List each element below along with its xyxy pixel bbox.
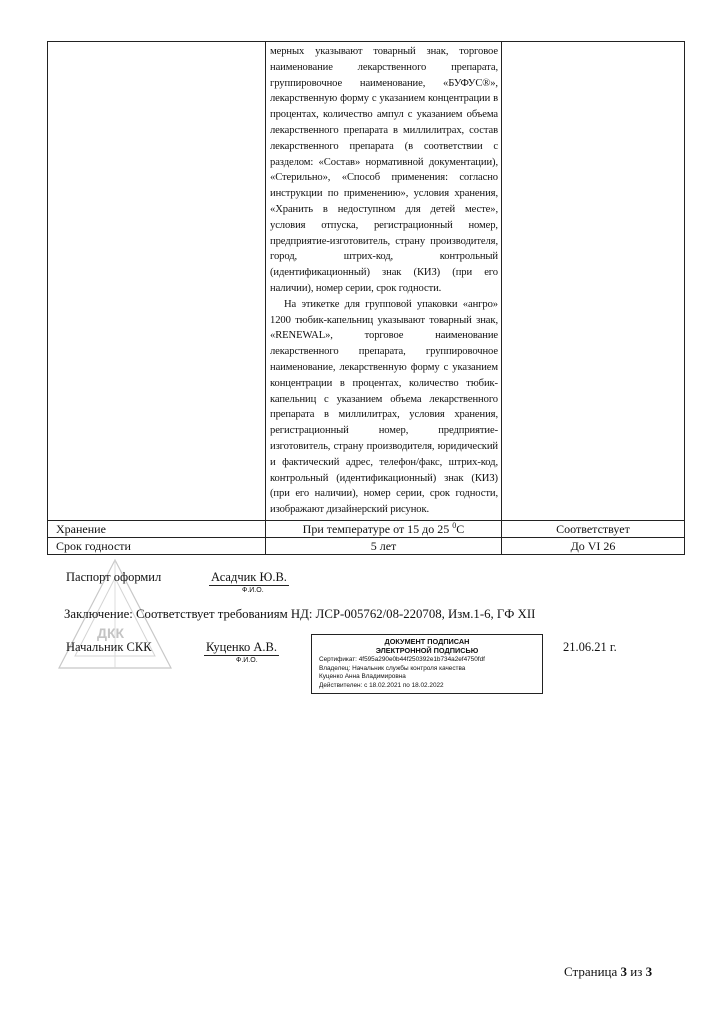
description-cell: [266, 42, 502, 521]
stamp-validity: Действителен: с 18.02.2021 по 18.02.2022: [319, 682, 444, 689]
description-paragraph: На этикетке для групповой упаковки «ангро» 1200 тюбик-капельниц указывают товарный знак, «RENEWAL», торговое наименование лекарственного препарата, группировочное наименование, лекарственную форму с указанием концентрации в процентах, количество тюбик-капельниц с указанием объема лекарственного препарата в миллилитрах, условия хранения, регистрационный номер, предприятие-изготовитель, страну производителя, юридический и фактический адрес, телефон/факс, штрих-код, контрольный (идентификационный) знак (КИЗ) (при его наличии), номер серии, срок годности, изображают дизайнерский рисунок.: [270, 298, 498, 516]
result-value: До VI 26: [502, 537, 685, 554]
table-row: [48, 42, 685, 521]
indicator-name: Хранение: [48, 520, 266, 537]
passport-label: Паспорт оформил: [66, 570, 162, 584]
chief-label: Начальник СКК: [66, 640, 152, 654]
norm-value: 5 лет: [266, 537, 502, 554]
stamp-certificate: Сертификат: 4f595a290e0b44f250392e1b734a2ef4750fdf: [319, 656, 485, 663]
passport-name: Асадчик Ю.В.: [211, 570, 287, 584]
table-row: [48, 520, 685, 537]
electronic-signature-stamp: [311, 634, 543, 694]
description-paragraph: мерных указывают товарный знак, торговое наименование лекарственного препарата, группировочное наименование, «БУФУС®», лекарственную форму с указанием концентрации в процентах, количество ампул с указанием объема лекарственного препарата в миллилитрах, состав лекарственного препарата (в соответствии с разделом: «Состав» нормативной документации), «Стерильно», «Способ применения: согласно инструкции по применению», условия хранения, «Хранить в недоступном для детей месте», условия отпуска, регистрационный номер, предприятие-изготовитель, страну производителя, город, штрих-код, контрольный (идентификационный) знак (КИЗ) (при его наличии), номер серии, срок годности.: [270, 46, 498, 294]
signature-date: 21.06.21 г.: [563, 640, 617, 654]
empty-cell: [502, 42, 685, 521]
stamp-subtitle: ЭЛЕКТРОННОЙ ПОДПИСЬЮ: [375, 646, 479, 655]
stamp-holder: Куценко Анна Владимировна: [319, 673, 406, 680]
watermark-text: ДКК: [97, 625, 125, 641]
stamp-owner: Владелец: Начальник службы контроля качества: [319, 665, 466, 672]
spec-table: [47, 41, 685, 555]
chief-name: Куценко А.В.: [206, 640, 278, 654]
page-number: Страница 3 из 3: [564, 964, 653, 979]
empty-cell: [48, 42, 266, 521]
indicator-name: Срок годности: [48, 537, 266, 554]
fio-label: Ф.И.О.: [242, 587, 264, 594]
table-row: [48, 537, 685, 554]
fio-label: Ф.И.О.: [236, 657, 258, 664]
norm-value: При температуре от 15 до 25 $^0$C: [266, 520, 502, 537]
result-value: Соответствует: [502, 520, 685, 537]
stamp-title: ДОКУМЕНТ ПОДПИСАН: [384, 637, 470, 646]
conclusion-text: Заключение: Соответствует требованиям НД: ЛСР-005762/08-220708, Изм.1-6, ГФ XII: [64, 607, 536, 621]
